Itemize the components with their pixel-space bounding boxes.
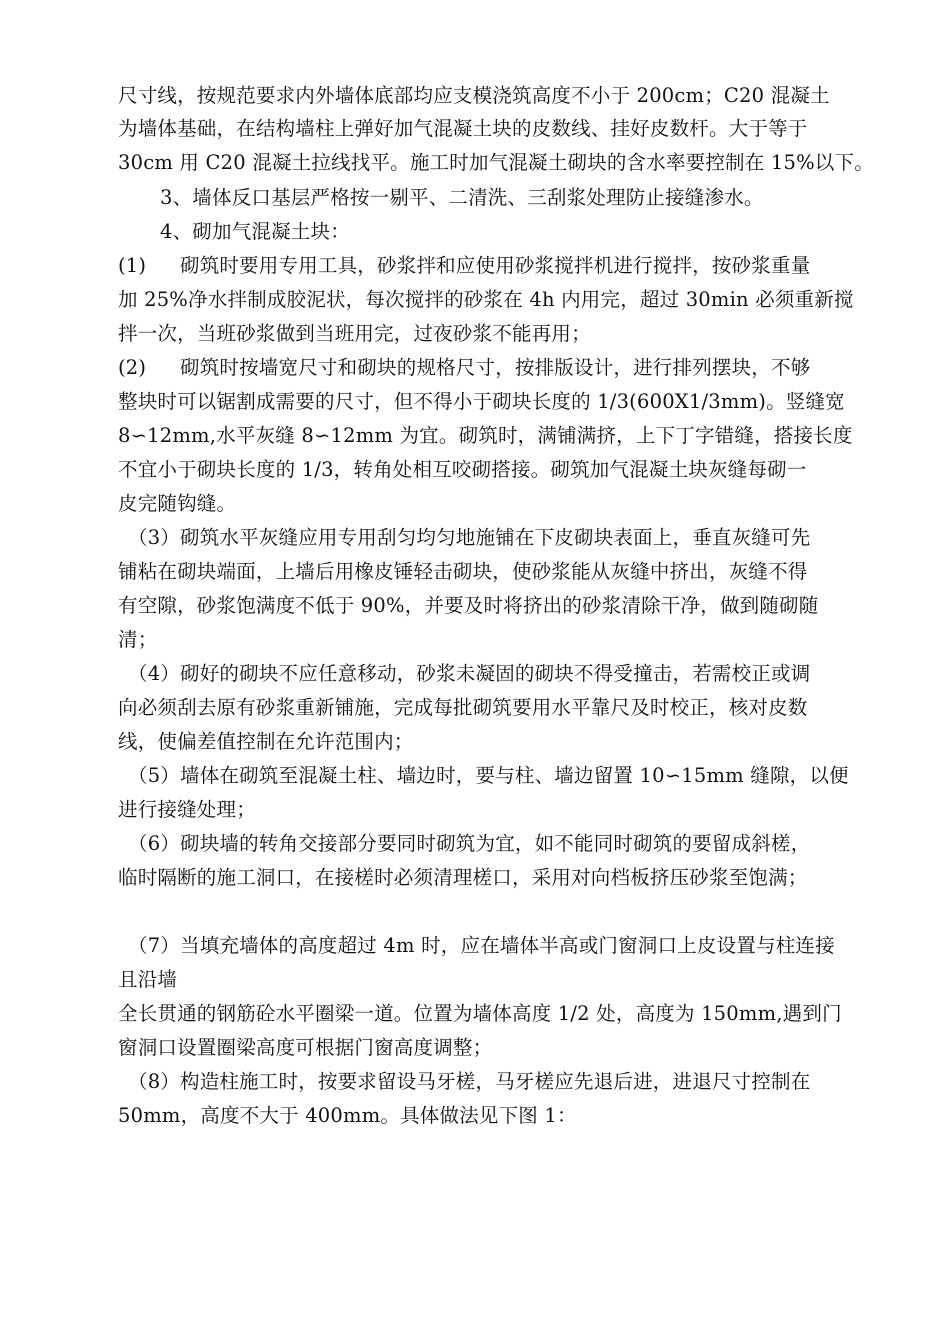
- text-line: 3、墙体反口基层严格按一剔平、二清洗、三刮浆处理防止接缝渗水。: [160, 186, 764, 209]
- text-line: （8）构造柱施工时，按要求留设马牙槎，马牙槎应先退后进，进退尺寸控制在: [128, 1070, 811, 1093]
- text-line: 线，使偏差值控制在允许范围内；: [118, 730, 414, 753]
- text-line: 砌筑时要用专用工具，砂浆拌和应使用砂浆搅拌机进行搅拌，按砂浆重量: [180, 254, 811, 277]
- text-line: 50mm，高度不大于 400mm。具体做法见下图 1：: [118, 1104, 577, 1127]
- text-line: （6）砌块墙的转角交接部分要同时砌筑为宜，如不能同时砌筑的要留成斜槎，: [128, 832, 811, 855]
- text-line: 不宜小于砌块长度的 1/3，转角处相互咬砌搭接。砌筑加气混凝土块灰缝每砌一: [118, 458, 807, 481]
- text-line: （7）当填充墙体的高度超过 4m 时，应在墙体半高或门窗洞口上皮设置与柱连接: [128, 934, 835, 957]
- text-line: 临时隔断的施工洞口，在接槎时必须清理槎口，采用对向档板挤压砂浆至饱满；: [118, 866, 808, 889]
- item-number: (2): [118, 356, 147, 379]
- text-line: 铺粘在砌块端面，上墙后用橡皮锤轻击砌块，使砂浆能从灰缝中挤出，灰缝不得: [118, 560, 808, 583]
- text-line: 进行接缝处理；: [118, 798, 256, 821]
- text-line: 窗洞口设置圈梁高度可根据门窗高度调整；: [118, 1036, 493, 1059]
- list-item-1: [118, 252, 848, 280]
- text-line: 且沿墙: [118, 968, 178, 991]
- text-line: 整块时可以锯割成需要的尺寸，但不得小于砌块长度的 1/3(600X1/3mm)。竖缝宽: [118, 390, 845, 413]
- text-line: 30cm 用 C20 混凝土拉线找平。施工时加气混凝土砌块的含水率要控制在 15%以下。: [118, 151, 874, 174]
- text-line: 为墙体基础，在结构墙柱上弹好加气混凝土块的皮数线、挂好皮数杆。大于等于: [118, 117, 808, 140]
- text-line: 清；: [118, 628, 158, 651]
- text-line: 拌一次，当班砂浆做到当班用完，过夜砂浆不能再用；: [118, 322, 591, 345]
- text-line: 尺寸线，按规范要求内外墙体底部均应支模浇筑高度不小于 200cm；C20 混凝土: [118, 84, 830, 107]
- text-line: 向必须刮去原有砂浆重新铺施，完成每批砌筑要用水平靠尺及时校正，核对皮数: [118, 696, 808, 719]
- text-line: （3）砌筑水平灰缝应用专用刮匀均匀地施铺在下皮砌块表面上，垂直灰缝可先: [128, 526, 811, 549]
- text-line: 砌筑时按墙宽尺寸和砌块的规格尺寸，按排版设计，进行排列摆块，不够: [180, 356, 811, 379]
- text-line: 8∽12mm,水平灰缝 8∽12mm 为宜。砌筑时，满铺满挤，上下丁字错缝，搭接长度: [118, 424, 853, 447]
- list-item-2: [118, 354, 848, 382]
- text-line: （5）墙体在砌筑至混凝土柱、墙边时，要与柱、墙边留置 10∽15mm 缝隙，以便: [128, 764, 849, 787]
- text-line: 4、砌加气混凝土块：: [160, 220, 350, 243]
- text-line: 加 25%净水拌制成胶泥状，每次搅拌的砂浆在 4h 内用完，超过 30min 必须重新搅: [118, 288, 854, 311]
- text-line: 全长贯通的钢筋砼水平圈梁一道。位置为墙体高度 1/2 处，高度为 150mm,遇到门: [118, 1002, 842, 1025]
- text-line: （4）砌好的砌块不应任意移动，砂浆未凝固的砌块不得受撞击，若需校正或调: [128, 662, 811, 685]
- text-line: 皮完随钩缝。: [118, 492, 237, 515]
- text-line: 有空隙，砂浆饱满度不低于 90%，并要及时将挤出的砂浆清除干净，做到随砌随: [118, 594, 819, 617]
- item-number: (1): [118, 254, 147, 277]
